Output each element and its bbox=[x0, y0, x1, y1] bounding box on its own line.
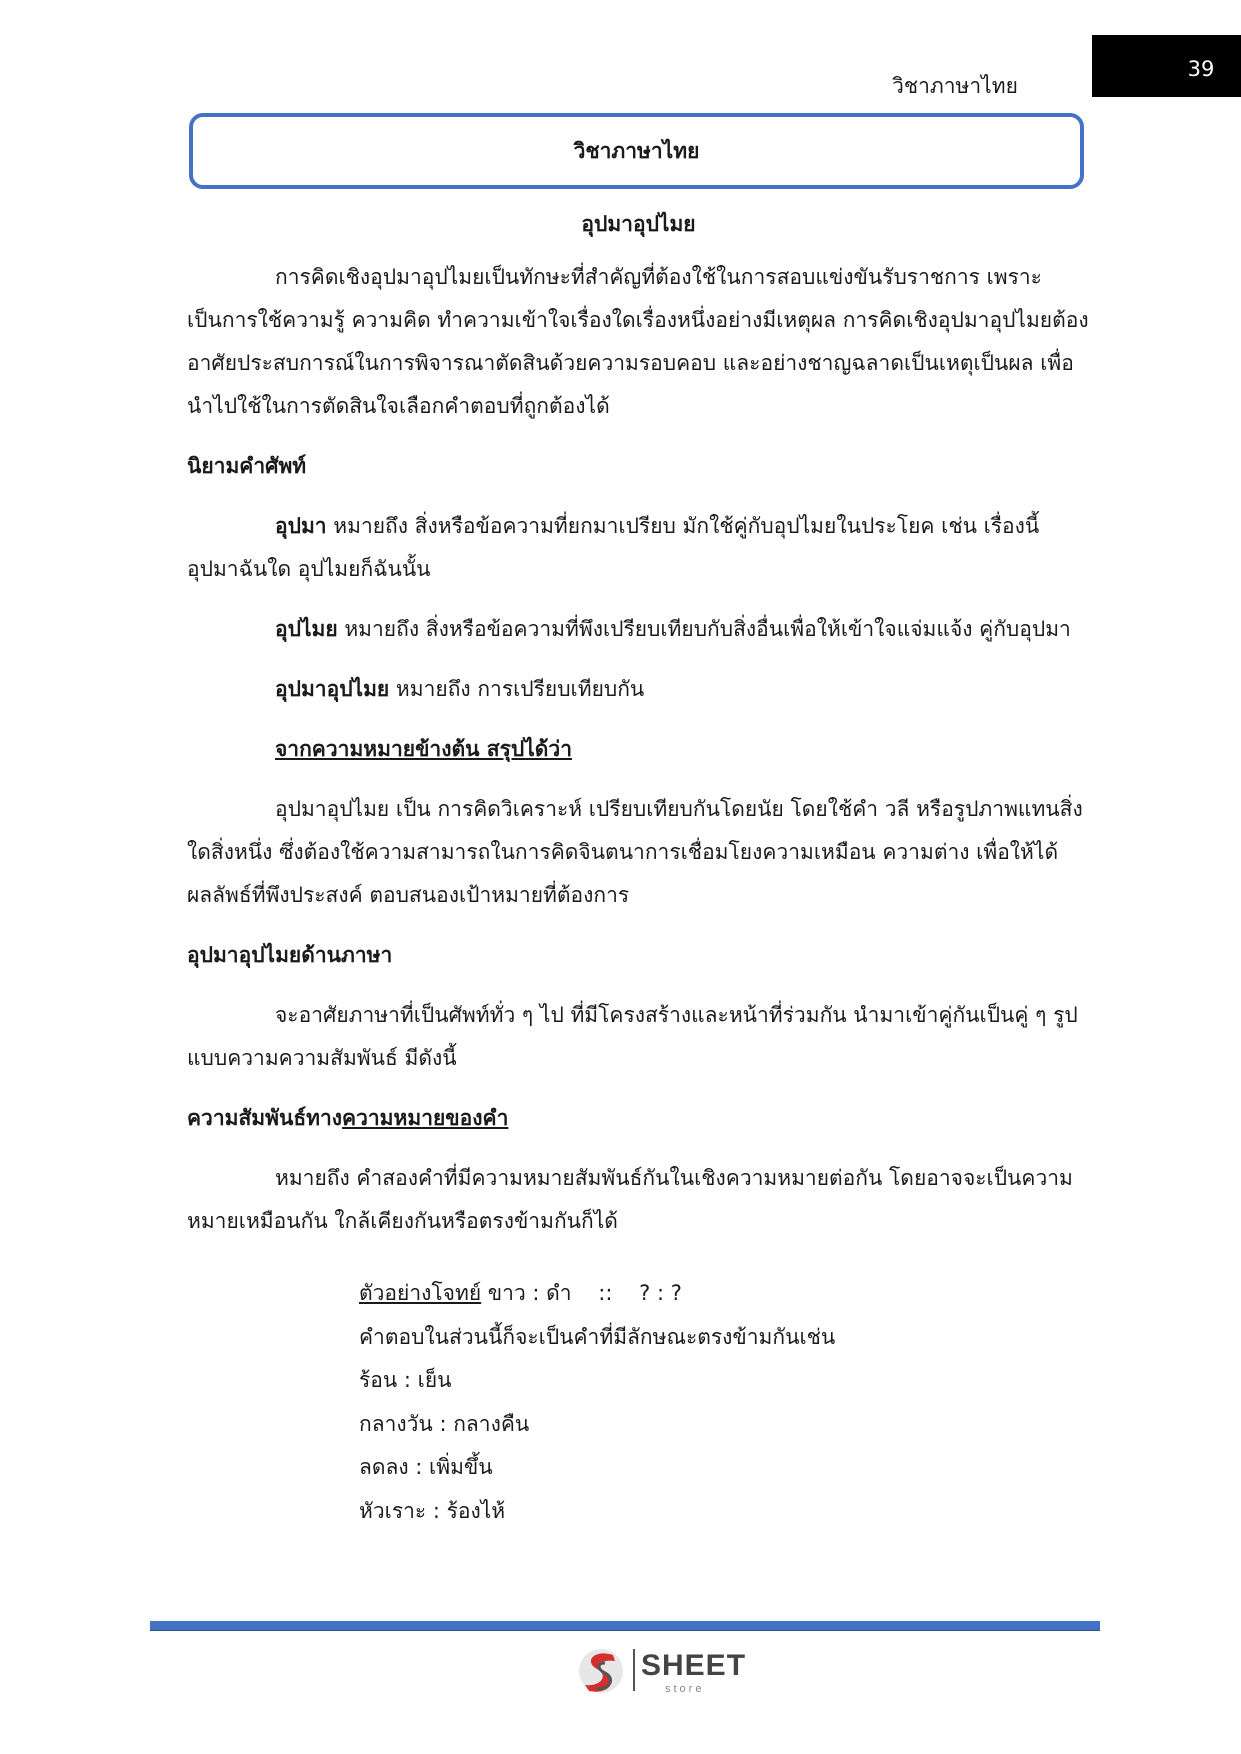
footer-divider bbox=[150, 1621, 1100, 1631]
definition-text: หมายถึง การเปรียบเทียบกัน bbox=[389, 677, 645, 701]
document-body bbox=[187, 203, 1090, 1243]
definition-upama bbox=[187, 505, 1090, 591]
definition-term: อุปมา bbox=[275, 514, 327, 538]
summary-paragraph: อุปมาอุปไมย เป็น การคิดวิเคราะห์ เปรียบเทียบกันโดยนัย โดยใช้คำ วลี หรือรูปภาพแทนสิ่งใดสิ่งหนึ่ง ซึ่งต้องใช้ความสามารถในการคิดจินตนาการเชื่อมโยงความเหมือน ความต่าง เพื่อให้ได้ผลลัพธ์ที่พึงประสงค์ ตอบสนองเป้าหมายที่ต้องการ bbox=[187, 797, 1083, 907]
relation-heading bbox=[187, 1097, 1090, 1140]
definition-upamai bbox=[187, 608, 1090, 651]
relation-paragraph: หมายถึง คำสองคำที่มีความหมายสัมพันธ์กันในเชิงความหมายต่อกัน โดยอาจจะเป็นความหมายเหมือนกัน ใกล้เคียงกันหรือตรงข้ามกันก็ได้ bbox=[187, 1166, 1073, 1233]
example-question: ขาว : ดำ :: ? : ? bbox=[481, 1281, 682, 1305]
running-header: วิชาภาษาไทย bbox=[892, 74, 1018, 98]
example-explanation: คำตอบในส่วนนี้ก็จะเป็นคำที่มีลักษณะตรงข้ามกันเช่น bbox=[359, 1324, 836, 1349]
title-box bbox=[189, 113, 1084, 189]
logo-word: SHEET bbox=[641, 1649, 747, 1682]
relation-heading-underlined: ความหมายของคำ bbox=[342, 1106, 509, 1130]
definitions-heading: นิยามคำศัพท์ bbox=[187, 454, 307, 478]
sheet-store-logo bbox=[575, 1645, 755, 1697]
example-block bbox=[359, 1272, 1059, 1533]
language-heading: อุปมาอุปไมยด้านภาษา bbox=[187, 943, 393, 967]
summary-heading: จากความหมายข้างต้น สรุปได้ว่า bbox=[275, 737, 572, 761]
language-paragraph: จะอาศัยภาษาที่เป็นศัพท์ทั่ว ๆ ไป ที่มีโครงสร้างและหน้าที่ร่วมกัน นำมาเข้าคู่กันเป็นคู่ ๆ รูปแบบความความสัมพันธ์ มีดังนี้ bbox=[187, 1003, 1078, 1070]
relation-heading-plain: ความสัมพันธ์ทาง bbox=[187, 1106, 343, 1130]
example-label: ตัวอย่างโจทย์ bbox=[359, 1281, 482, 1305]
section-title: อุปมาอุปไมย bbox=[581, 212, 696, 236]
definition-term: อุปมาอุปไมย bbox=[275, 677, 390, 701]
definition-text: หมายถึง สิ่งหรือข้อความที่พึงเปรียบเทียบกับสิ่งอื่นเพื่อให้เข้าใจแจ่มแจ้ง คู่กับอุปมา bbox=[337, 617, 1071, 641]
page-number: 39 bbox=[1187, 57, 1215, 81]
example-question-line bbox=[359, 1272, 1059, 1316]
example-pair: กลางวัน : กลางคืน bbox=[359, 1411, 530, 1436]
definition-term: อุปไมย bbox=[275, 617, 338, 641]
intro-paragraph: การคิดเชิงอุปมาอุปไมยเป็นทักษะที่สำคัญที่ต้องใช้ในการสอบแข่งขันรับราชการ เพราะเป็นการใช้ความรู้ ความคิด ทำความเข้าใจเรื่องใดเรื่องหนึ่งอย่างมีเหตุผล การคิดเชิงอุปมาอุปไมยต้องอาศัยประสบการณ์ในการพิจารณาตัดสินด้วยความรอบคอบ และอย่างชาญฉลาดเป็นเหตุเป็นผล เพื่อนำไปใช้ในการตัดสินใจเลือกคำตอบที่ถูกต้องได้ bbox=[187, 265, 1089, 418]
example-pair: หัวเราะ : ร้องไห้ bbox=[359, 1498, 506, 1523]
page-number-box bbox=[1092, 35, 1241, 97]
definition-text: หมายถึง สิ่งหรือข้อความที่ยกมาเปรียบ มักใช้คู่กับอุปไมยในประโยค เช่น เรื่องนี้อุปมาฉันใด อุปไมยก็ฉันนั้น bbox=[187, 514, 1040, 581]
logo-subtitle: store bbox=[665, 1683, 705, 1695]
logo-divider bbox=[633, 1649, 635, 1691]
definition-upama-upamai bbox=[187, 668, 1090, 711]
summary-heading-line bbox=[187, 728, 1090, 771]
sheet-logo-icon bbox=[575, 1645, 631, 1697]
page-title: วิชาภาษาไทย bbox=[573, 138, 700, 163]
example-pair: ลดลง : เพิ่มขึ้น bbox=[359, 1455, 493, 1479]
example-pair: ร้อน : เย็น bbox=[359, 1368, 452, 1392]
